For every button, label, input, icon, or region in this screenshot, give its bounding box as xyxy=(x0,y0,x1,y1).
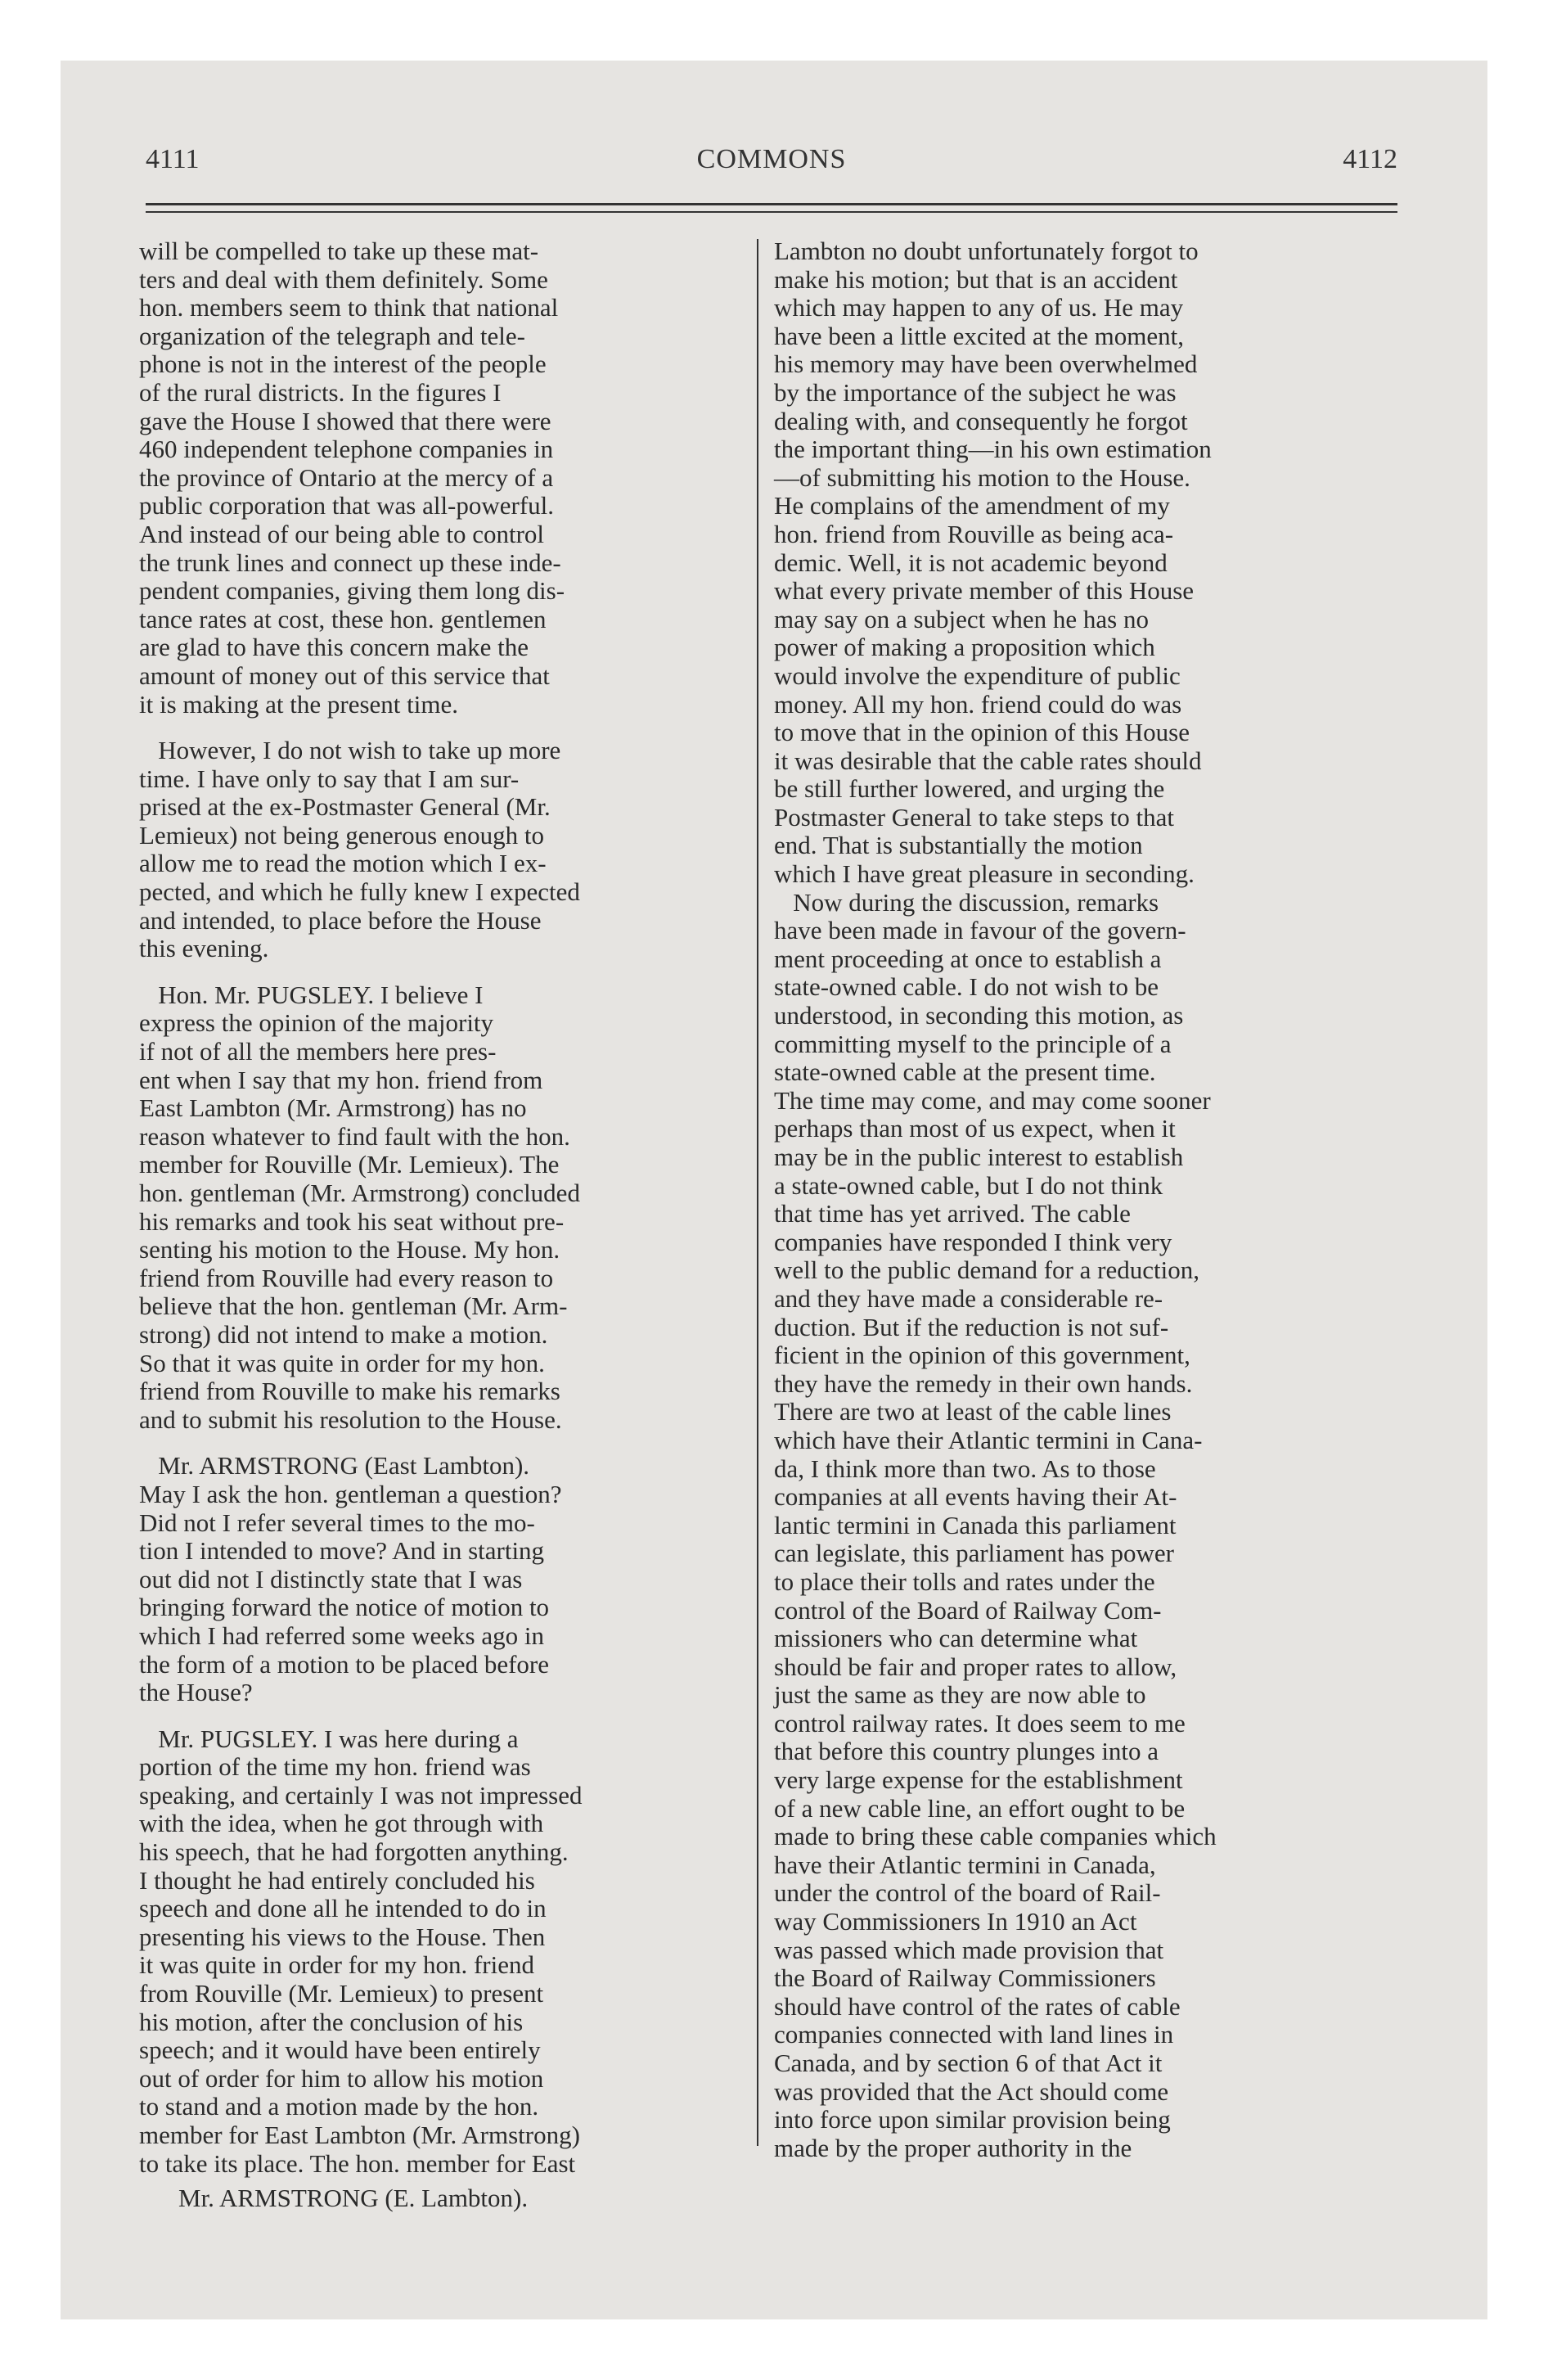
text-line: allow me to read the motion which I ex- xyxy=(139,849,547,878)
text-line: can legislate, this parliament has power xyxy=(774,1539,1174,1568)
text-line: bringing forward the notice of motion to xyxy=(139,1593,550,1622)
text-line: 460 independent telephone companies in xyxy=(139,435,554,464)
text-line: hon. gentleman (Mr. Armstrong) concluded xyxy=(139,1179,580,1207)
text-line: which I had referred some weeks ago in xyxy=(139,1620,544,1650)
text-line: the province of Ontario at the mercy of a xyxy=(139,462,554,492)
text-line: strong) did not intend to make a motion. xyxy=(139,1319,548,1349)
text-line: made by the proper authority in the xyxy=(774,2133,1132,2162)
text-line: phone is not in the interest of the people xyxy=(139,349,547,379)
text-line: companies have responded I think very xyxy=(774,1227,1172,1256)
text-line: member for Rouville (Mr. Lemieux). The xyxy=(139,1150,560,1179)
text-line: under the control of the board of Rail- xyxy=(774,1878,1161,1908)
text-line: believe that the hon. gentleman (Mr. Arm- xyxy=(139,1291,568,1321)
text-line: it was desirable that the cable rates should xyxy=(774,746,1202,775)
page-header xyxy=(146,139,1397,180)
text-line: lantic termini in Canada this parliament xyxy=(774,1510,1177,1539)
text-line: the important thing—in his own estimation xyxy=(774,435,1212,464)
page-number-right: 4112 xyxy=(1343,144,1397,174)
text-line: state-owned cable. I do not wish to be xyxy=(774,972,1159,1002)
text-line: pendent companies, giving them long dis- xyxy=(139,576,565,606)
text-line: end. That is substantially the motion xyxy=(774,831,1143,860)
text-line: Hon. Mr. PUGSLEY. I believe I xyxy=(139,980,484,1009)
header-rule-thick xyxy=(146,203,1397,205)
text-line: that time has yet arrived. The cable xyxy=(774,1199,1131,1228)
header-rule-thin xyxy=(146,211,1397,213)
text-line: control railway rates. It does seem to me xyxy=(774,1708,1186,1738)
text-line: be still further lowered, and urging the xyxy=(774,774,1165,804)
text-line: senting his motion to the House. My hon. xyxy=(139,1235,560,1264)
text-line: the trunk lines and connect up these inde- xyxy=(139,548,561,577)
text-line: was passed which made provision that xyxy=(774,1935,1164,1964)
text-line: Canada, and by section 6 of that Act it xyxy=(774,2049,1163,2077)
text-line: his memory may have been overwhelmed xyxy=(774,349,1198,379)
text-line: presenting his views to the House. Then xyxy=(139,1922,546,1951)
text-line: will be compelled to take up these mat- xyxy=(139,237,539,265)
text-line: He complains of the amendment of my xyxy=(774,491,1170,521)
text-line: speaking, and certainly I was not impressed xyxy=(139,1780,583,1810)
text-line: this evening. xyxy=(139,934,269,963)
text-line: portion of the time my hon. friend was xyxy=(139,1752,531,1782)
text-line: very large expense for the establishment xyxy=(774,1765,1183,1795)
text-line: his remarks and took his seat without pre- xyxy=(139,1206,565,1236)
text-line: So that it was quite in order for my hon. xyxy=(139,1348,545,1377)
text-line: power of making a proposition which xyxy=(774,633,1155,662)
text-line: to move that in the opinion of this House xyxy=(774,718,1190,747)
text-line: which I have great pleasure in seconding. xyxy=(774,859,1195,889)
text-line: duction. But if the reduction is not suf- xyxy=(774,1312,1169,1341)
text-line: May I ask the hon. gentleman a question? xyxy=(139,1479,562,1508)
text-line: companies connected with land lines in xyxy=(774,2020,1174,2049)
text-line: to place their tolls and rates under the xyxy=(774,1566,1155,1596)
text-line: may be in the public interest to establish xyxy=(774,1143,1184,1171)
text-line: out of order for him to allow his motion xyxy=(139,2063,544,2093)
text-line: tance rates at cost, these hon. gentlemen xyxy=(139,604,547,633)
text-line: just the same as they are now able to xyxy=(774,1680,1146,1710)
text-line: da, I think more than two. As to those xyxy=(774,1454,1156,1483)
text-line: have their Atlantic termini in Canada, xyxy=(774,1850,1156,1879)
text-line: The time may come, and may come sooner xyxy=(774,1085,1211,1115)
continuation-speaker: Mr. ARMSTRONG (E. Lambton). xyxy=(178,2184,529,2212)
text-line: ters and deal with them definitely. Some xyxy=(139,264,548,294)
text-line: which may happen to any of us. He may xyxy=(774,293,1184,322)
text-line: they have the remedy in their own hands. xyxy=(774,1368,1193,1398)
text-line: with the idea, when he got through with xyxy=(139,1809,544,1838)
text-line: out did not I distinctly state that I was xyxy=(139,1564,523,1593)
text-line: friend from Rouville to make his remarks xyxy=(139,1377,560,1406)
text-line: I thought he had entirely concluded his xyxy=(139,1865,535,1895)
text-line: demic. Well, it is not academic beyond xyxy=(774,548,1168,577)
text-line: well to the public demand for a reduction, xyxy=(774,1255,1199,1285)
left-column xyxy=(139,237,745,2178)
text-line: Did not I refer several times to the mo- xyxy=(139,1508,535,1537)
text-line: would involve the expenditure of public xyxy=(774,660,1181,690)
text-line: may say on a subject when he has no xyxy=(774,604,1149,633)
text-line: There are two at least of the cable lines xyxy=(774,1397,1172,1427)
text-line: missioners who can determine what xyxy=(774,1624,1138,1653)
text-line: hon. members seem to think that national xyxy=(139,293,559,322)
text-line: that before this country plunges into a xyxy=(774,1737,1159,1766)
text-line: the House? xyxy=(139,1678,253,1707)
text-line: reason whatever to find fault with the hon. xyxy=(139,1121,570,1151)
text-line: friend from Rouville had every reason to xyxy=(139,1263,554,1292)
text-line: to stand and a motion made by the hon. xyxy=(139,2092,539,2121)
text-line: state-owned cable at the present time. xyxy=(774,1057,1156,1087)
text-line: control of the Board of Railway Com- xyxy=(774,1595,1162,1625)
text-line: East Lambton (Mr. Armstrong) has no xyxy=(139,1093,527,1123)
text-line: Now during the discussion, remarks xyxy=(774,887,1159,917)
text-line: pected, and which he fully knew I expected xyxy=(139,877,580,907)
text-line: have been made in favour of the govern- xyxy=(774,916,1186,945)
text-line: Mr. ARMSTRONG (East Lambton). xyxy=(139,1451,530,1481)
text-line: committing myself to the principle of a xyxy=(774,1029,1172,1058)
text-line: the Board of Railway Commissioners xyxy=(774,1963,1156,1993)
text-line: tion I intended to move? And in starting xyxy=(139,1536,545,1566)
text-line: a state-owned cable, but I do not think xyxy=(774,1170,1163,1200)
text-line: the form of a motion to be placed before xyxy=(139,1649,549,1679)
text-line: —of submitting his motion to the House. xyxy=(774,462,1190,492)
text-line: speech and done all he intended to do in xyxy=(139,1894,547,1923)
text-line: companies at all events having their At- xyxy=(774,1482,1177,1512)
text-line: are glad to have this concern make the xyxy=(139,633,529,662)
text-line: should have control of the rates of cable xyxy=(774,1991,1181,2021)
text-line: speech; and it would have been entirely xyxy=(139,2035,541,2065)
text-line: have been a little excited at the moment, xyxy=(774,321,1184,350)
text-line: However, I do not wish to take up more xyxy=(139,736,561,765)
text-line: make his motion; but that is an accident xyxy=(774,264,1178,294)
text-line: which have their Atlantic termini in Cana- xyxy=(774,1425,1203,1454)
text-line: should be fair and proper rates to allow, xyxy=(774,1652,1177,1681)
text-line: ment proceeding at once to establish a xyxy=(774,944,1162,973)
text-line: express the opinion of the majority xyxy=(139,1008,494,1038)
column-divider xyxy=(757,239,758,2146)
text-line: from Rouville (Mr. Lemieux) to present xyxy=(139,1979,544,2008)
text-line: amount of money out of this service that xyxy=(139,660,550,690)
text-line: member for East Lambton (Mr. Armstrong) xyxy=(139,2121,580,2149)
text-line: and intended, to place before the House xyxy=(139,905,542,935)
text-line: to take its place. The hon. member for East xyxy=(139,2148,576,2178)
text-line: what every private member of this House xyxy=(774,576,1195,606)
text-line: it is making at the present time. xyxy=(139,689,458,719)
text-line: it was quite in order for my hon. friend xyxy=(139,1950,534,1980)
text-line: into force upon similar provision being xyxy=(774,2105,1171,2134)
text-line: was provided that the Act should come xyxy=(774,2076,1169,2106)
text-line: made to bring these cable companies which xyxy=(774,1822,1217,1851)
text-line: by the importance of the subject he was xyxy=(774,377,1177,407)
text-line: his motion, after the conclusion of his xyxy=(139,2007,524,2036)
text-line: prised at the ex-Postmaster General (Mr. xyxy=(139,792,551,822)
text-line: understood, in seconding this motion, as xyxy=(774,1001,1184,1030)
page-number-left: 4111 xyxy=(146,144,200,174)
text-line: ficient in the opinion of this government, xyxy=(774,1341,1190,1370)
text-line: and to submit his resolution to the House. xyxy=(139,1404,562,1434)
text-line: way Commissioners In 1910 an Act xyxy=(774,1907,1137,1936)
text-line: Mr. PUGSLEY. I was here during a xyxy=(139,1724,519,1753)
text-line: if not of all the members here pres- xyxy=(139,1037,497,1066)
text-line: perhaps than most of us expect, when it xyxy=(774,1114,1176,1143)
text-line: his speech, that he had forgotten anything. xyxy=(139,1837,569,1867)
text-line: gave the House I showed that there were xyxy=(139,406,551,435)
text-line: Lemieux) not being generous enough to xyxy=(139,820,545,850)
text-line: ent when I say that my hon. friend from xyxy=(139,1065,543,1094)
text-line: organization of the telegraph and tele- xyxy=(139,321,525,350)
text-line: dealing with, and consequently he forgot xyxy=(774,406,1188,435)
text-line: And instead of our being able to control xyxy=(139,519,545,548)
text-line: Postmaster General to take steps to that xyxy=(774,802,1174,832)
text-line: money. All my hon. friend could do was xyxy=(774,689,1182,719)
text-line: time. I have only to say that I am sur- xyxy=(139,764,520,793)
text-line: hon. friend from Rouville as being aca- xyxy=(774,519,1174,548)
running-title: COMMONS xyxy=(696,144,847,174)
text-line: public corporation that was all-powerful. xyxy=(139,491,555,521)
text-line: Lambton no doubt unfortunately forgot to xyxy=(774,237,1199,265)
right-column xyxy=(774,237,1379,2162)
text-line: of the rural districts. In the figures I xyxy=(139,377,502,407)
text-line: of a new cable line, an effort ought to be xyxy=(774,1793,1186,1823)
text-line: and they have made a considerable re- xyxy=(774,1283,1163,1313)
